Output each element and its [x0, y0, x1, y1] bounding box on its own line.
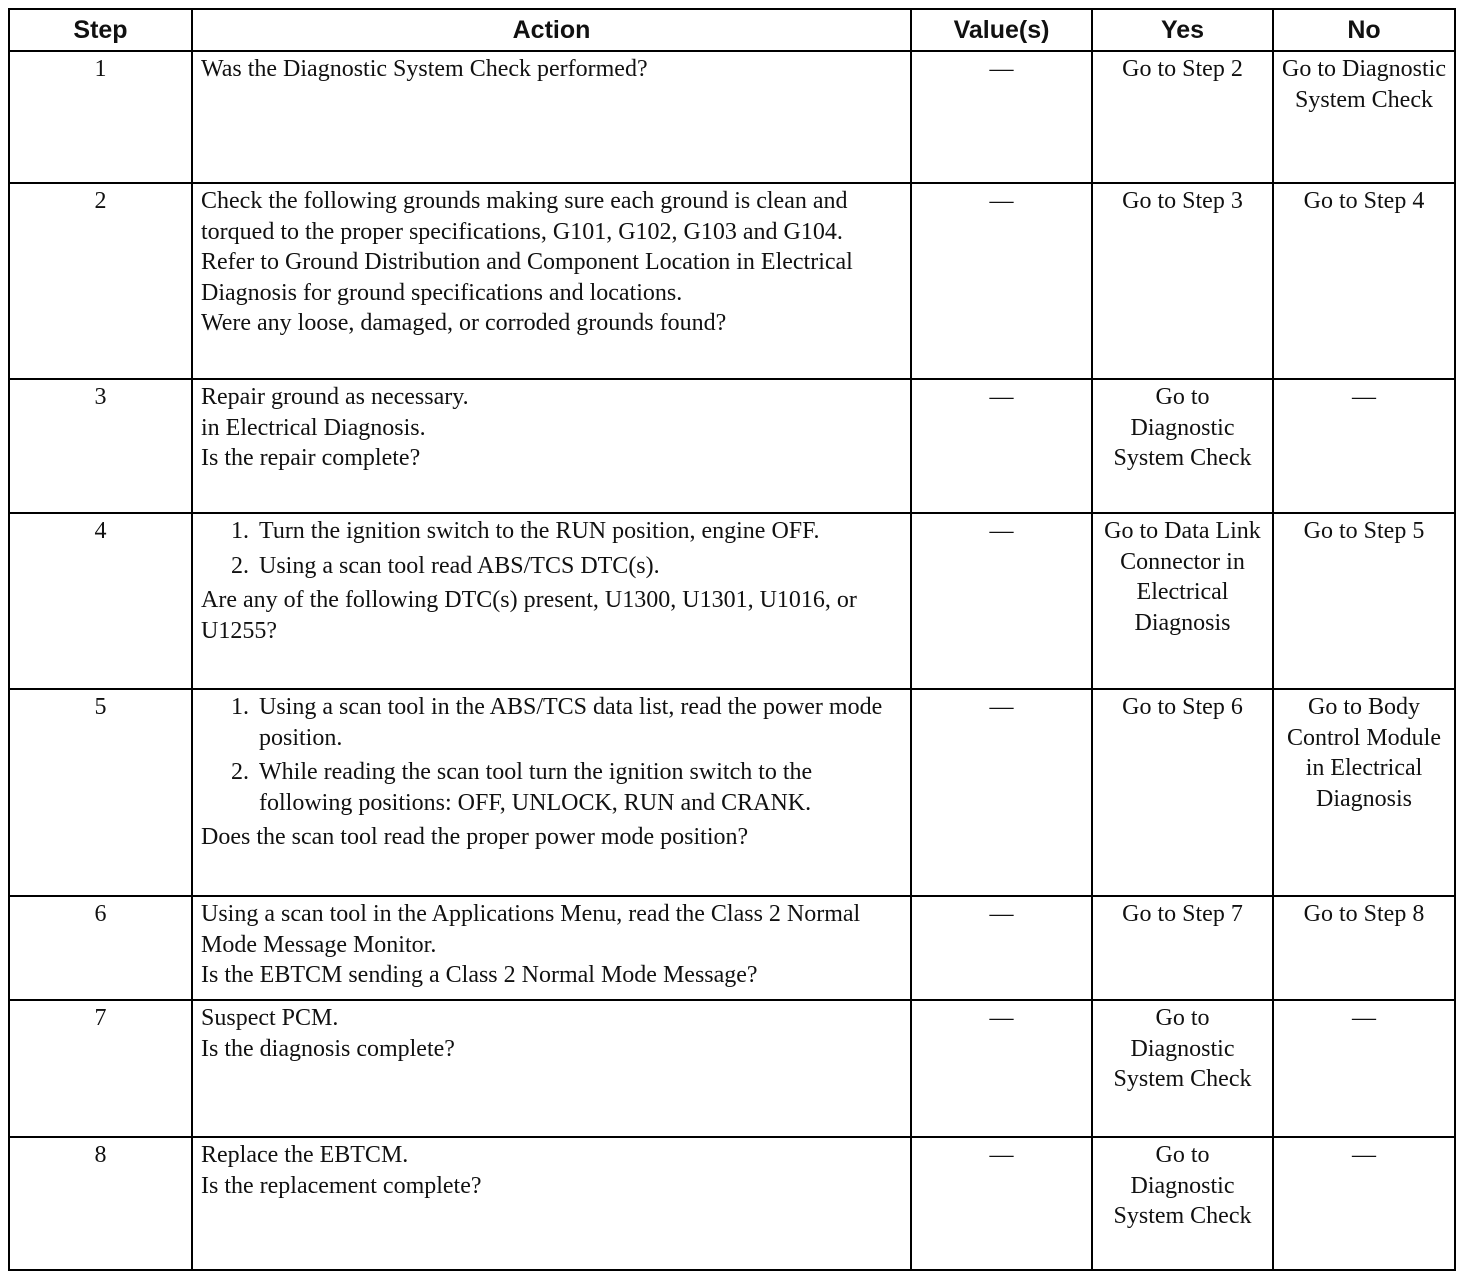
step-number: 4	[9, 513, 192, 689]
yes-outcome: Go to Step 7	[1092, 896, 1273, 1000]
value-cell: —	[911, 183, 1092, 379]
header-action: Action	[192, 9, 911, 51]
header-values: Value(s)	[911, 9, 1092, 51]
no-outcome: Go to Body Control Module in Electrical Diagnosis	[1273, 689, 1455, 896]
no-outcome: Go to Diagnostic System Check	[1273, 51, 1455, 183]
no-outcome: Go to Step 8	[1273, 896, 1455, 1000]
no-outcome: Go to Step 5	[1273, 513, 1455, 689]
table-row-step-6	[9, 896, 1455, 1000]
action-question-line: Are any of the following DTC(s) present, U1300, U1301, U1016, or U1255?	[201, 587, 857, 644]
step-number: 5	[9, 689, 192, 896]
action-intro-line: Replace the EBTCM.	[201, 1142, 409, 1168]
header-step: Step	[9, 9, 192, 51]
yes-outcome: Go to Diagnostic System Check	[1092, 1000, 1273, 1137]
action-question	[201, 960, 902, 991]
action-intro-line: Suspect PCM.	[201, 1005, 339, 1031]
no-outcome: —	[1273, 379, 1455, 513]
action-cell	[192, 689, 911, 896]
action-question	[201, 308, 902, 339]
action-cell	[192, 183, 911, 379]
action-intro-line: Repair ground as necessary.	[201, 384, 469, 410]
diagnostic-table-sheet	[8, 8, 1454, 1271]
action-question-line: Is the EBTCM sending a Class 2 Normal Mode Message?	[201, 962, 758, 988]
table-row-step-2	[9, 183, 1455, 379]
action-cell	[192, 896, 911, 1000]
header-yes: Yes	[1092, 9, 1273, 51]
value-cell: —	[911, 1000, 1092, 1137]
step-number: 3	[9, 379, 192, 513]
header-row	[9, 9, 1455, 51]
action-step-item: 2. While reading the scan tool turn the ignition switch to the following positions: OFF, UNLOCK, RUN and CRANK.	[255, 757, 902, 818]
action-question-line: Is the repair complete?	[201, 445, 421, 471]
action-question	[201, 585, 902, 646]
action-question-line: Is the diagnosis complete?	[201, 1035, 455, 1062]
action-intro	[201, 186, 902, 308]
action-cell	[192, 1000, 911, 1137]
yes-outcome: Go to Data Link Connector in Electrical Diagnosis	[1092, 513, 1273, 689]
action-step-item: 1. Using a scan tool in the ABS/TCS data list, read the power mode position.	[255, 692, 902, 753]
header-no: No	[1273, 9, 1455, 51]
action-question	[201, 443, 902, 474]
action-cell	[192, 1137, 911, 1270]
action-intro	[201, 899, 902, 960]
table-row-step-1	[9, 51, 1455, 183]
table-body	[9, 51, 1455, 1270]
table-row-step-5	[9, 689, 1455, 896]
action-steps-list	[201, 692, 902, 818]
value-cell: —	[911, 379, 1092, 513]
step-number: 8	[9, 1137, 192, 1270]
step-number: 2	[9, 183, 192, 379]
action-intro	[201, 1003, 902, 1034]
action-intro-line: in Electrical Diagnosis.	[201, 414, 426, 441]
value-cell: —	[911, 513, 1092, 689]
value-cell: —	[911, 51, 1092, 183]
yes-outcome: Go to Step 3	[1092, 183, 1273, 379]
action-step-item: 1. Turn the ignition switch to the RUN position, engine OFF.	[255, 516, 902, 547]
yes-outcome: Go to Step 6	[1092, 689, 1273, 896]
action-question-line: Were any loose, damaged, or corroded grounds found?	[201, 310, 727, 336]
table-row-step-3	[9, 379, 1455, 513]
value-cell: —	[911, 1137, 1092, 1270]
table-row-step-8	[9, 1137, 1455, 1270]
action-step-item: 2. Using a scan tool read ABS/TCS DTC(s).	[255, 551, 902, 582]
action-steps-list	[201, 516, 902, 581]
step-number: 6	[9, 896, 192, 1000]
action-question	[201, 1034, 902, 1065]
action-question	[201, 1171, 902, 1202]
no-outcome: Go to Step 4	[1273, 183, 1455, 379]
action-question	[201, 822, 902, 853]
no-outcome: —	[1273, 1000, 1455, 1137]
action-intro	[201, 54, 902, 85]
yes-outcome: Go to Step 2	[1092, 51, 1273, 183]
action-cell	[192, 379, 911, 513]
action-intro-line: Was the Diagnostic System Check performed?	[201, 56, 648, 82]
yes-outcome: Go to Diagnostic System Check	[1092, 379, 1273, 513]
value-cell: —	[911, 689, 1092, 896]
step-number: 7	[9, 1000, 192, 1137]
no-outcome: —	[1273, 1137, 1455, 1270]
diagnostic-table	[8, 8, 1456, 1271]
action-intro	[201, 382, 902, 443]
action-cell	[192, 51, 911, 183]
action-question-line: Is the replacement complete?	[201, 1172, 482, 1199]
step-number: 1	[9, 51, 192, 183]
action-intro-line: Check the following grounds making sure each ground is clean and torqued to the proper specifications, G101, G102, G103 and G104. Refer to Ground Distribution and Component Location in Electrical Diagnosis for ground specifications and locations.	[201, 188, 853, 306]
action-cell	[192, 513, 911, 689]
yes-outcome: Go to Diagnostic System Check	[1092, 1137, 1273, 1270]
action-intro	[201, 1140, 902, 1171]
table-row-step-4	[9, 513, 1455, 689]
table-row-step-7	[9, 1000, 1455, 1137]
value-cell: —	[911, 896, 1092, 1000]
action-question-line: Does the scan tool read the proper power mode position?	[201, 824, 749, 850]
action-intro-line: Using a scan tool in the Applications Menu, read the Class 2 Normal Mode Message Monitor.	[201, 901, 861, 958]
